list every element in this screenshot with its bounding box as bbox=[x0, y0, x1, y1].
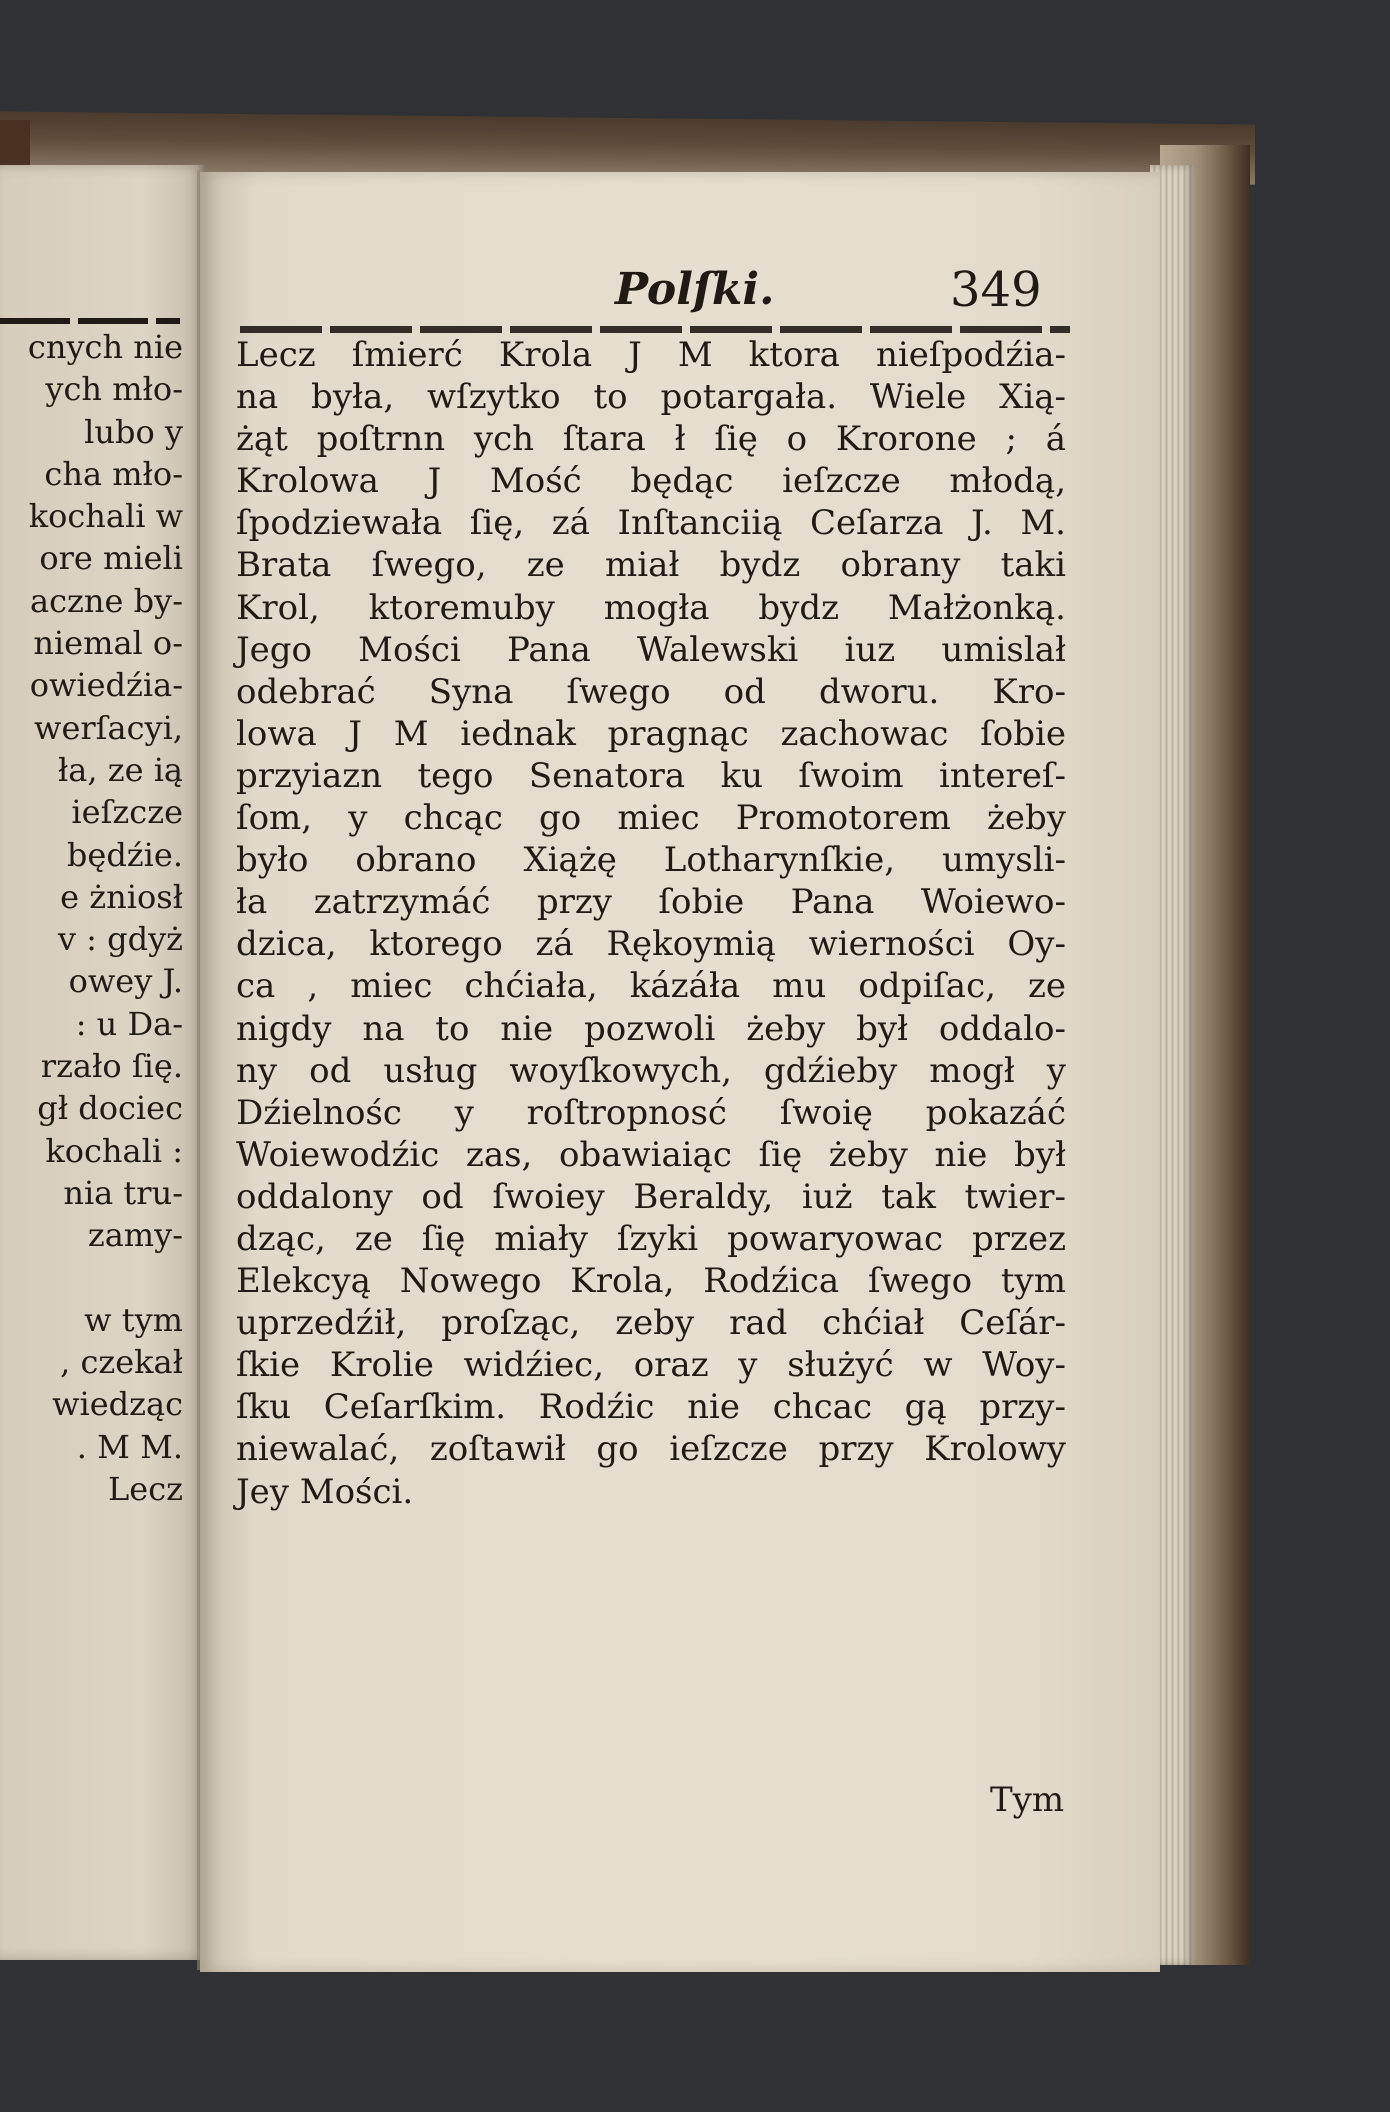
facing-text-line: Lecz bbox=[108, 1470, 183, 1509]
facing-text-line: kochali : bbox=[45, 1131, 183, 1170]
text-line: dzica, ktorego zá Rękoymią wierności Oy- bbox=[236, 924, 1066, 965]
facing-text-line: werſacyi, bbox=[34, 708, 183, 747]
text-line: Brata ſwego, ze miał bydz obrany taki bbox=[236, 545, 1066, 586]
text-line: ſom, y chcąc go miec Promotorem żeby bbox=[236, 798, 1066, 839]
facing-text-line: owey J. bbox=[68, 962, 183, 1001]
facing-text-line: będźie. bbox=[66, 835, 183, 874]
facing-text-line: . M M. bbox=[76, 1427, 183, 1466]
text-line: Jego Mości Pana Walewski iuz umislał bbox=[236, 629, 1066, 670]
facing-text-line: ła, ze ią bbox=[57, 750, 183, 789]
facing-text-line: aczne by- bbox=[30, 581, 183, 620]
header-rule bbox=[240, 326, 1070, 333]
facing-text-line: cha mło- bbox=[44, 454, 183, 493]
text-line: uprzedźił, proſząc, zeby rad chćiał Ceſár- bbox=[236, 1303, 1066, 1344]
facing-page-text bbox=[0, 326, 195, 1510]
facing-text-line: ych mło- bbox=[45, 370, 183, 409]
text-line: niewalać, zoſtawił go ieſzcze przy Krolowy bbox=[236, 1429, 1066, 1470]
text-line: odebrać Syna ſwego od dworu. Kro- bbox=[236, 671, 1066, 712]
facing-text-line: rzało ſię. bbox=[40, 1047, 183, 1086]
facing-text-line bbox=[0, 1257, 195, 1299]
text-line: ca , miec chćiała, kázáła mu odpiſac, ze bbox=[236, 966, 1066, 1007]
facing-text-line: e żniosł bbox=[60, 877, 183, 916]
body-text bbox=[236, 334, 1066, 1513]
facing-text-line: ieſzcze bbox=[71, 793, 183, 832]
text-line: Elekcyą Nowego Krola, Rodźica ſwego tym bbox=[236, 1261, 1066, 1302]
page-header bbox=[230, 248, 1080, 328]
text-line: żąt poſtrnn ych ſtara ł ſię o Krorone ; á bbox=[236, 419, 1066, 460]
text-line: Woiewodźic zas, obawiaiąc ſię żeby nie był bbox=[236, 1134, 1066, 1175]
text-line: Krol, ktoremuby mogła bydz Małżonką. bbox=[236, 587, 1066, 628]
text-line: ſpodziewała ſię, zá Inſtanciią Ceſarza J. M. bbox=[236, 503, 1066, 544]
text-line: oddalony od ſwoiey Beraldy, iuż tak twier- bbox=[236, 1176, 1066, 1217]
text-line: ſkie Krolie widźiec, oraz y służyć w Woy- bbox=[236, 1345, 1066, 1386]
text-line: ſku Ceſarſkim. Rodźic nie chcac gą przy- bbox=[236, 1387, 1066, 1428]
facing-text-line: wiedząc bbox=[52, 1385, 183, 1424]
facing-page-rule bbox=[0, 318, 180, 324]
facing-text-line: w tym bbox=[84, 1300, 183, 1339]
facing-text-line: , czekał bbox=[60, 1343, 183, 1382]
text-line: lowa J M iednak pragnąc zachowac ſobie bbox=[236, 713, 1066, 754]
facing-text-line: cnych nie bbox=[27, 328, 183, 366]
facing-text-line: gł dociec bbox=[37, 1089, 183, 1128]
facing-text-line: v : gdyż bbox=[57, 920, 183, 959]
facing-text-line: ore mieli bbox=[39, 539, 183, 578]
catchword: Tym bbox=[990, 1780, 1065, 1820]
facing-text-line: zamy- bbox=[87, 1216, 183, 1255]
text-line: Lecz ſmierć Krola J M ktora nieſpodźia- bbox=[236, 335, 1066, 375]
gutter bbox=[197, 170, 200, 1970]
text-line: ny od usług woyſkowych, gdźieby mogł y bbox=[236, 1050, 1066, 1091]
text-line: nigdy na to nie pozwoli żeby był oddalo- bbox=[236, 1008, 1066, 1049]
text-line: dząc, ze ſię miały ſzyki powaryowac przez bbox=[236, 1218, 1066, 1259]
facing-text-line: kochali w bbox=[28, 497, 183, 536]
facing-text-line: nia tru- bbox=[63, 1173, 183, 1212]
text-line: przyiazn tego Senatora ku ſwoim intereſ- bbox=[236, 755, 1066, 796]
facing-text-line: owiedźia- bbox=[29, 666, 183, 705]
text-line: ła zatrzymáć przy ſobie Pana Woiewo- bbox=[236, 882, 1066, 923]
facing-text-line: : u Da- bbox=[75, 1004, 183, 1043]
running-head: Polſki. bbox=[615, 264, 775, 315]
text-line: Krolowa J Mość będąc ieſzcze młodą, bbox=[236, 461, 1066, 502]
text-line: Jey Mości. bbox=[236, 1471, 414, 1512]
text-line: było obrano Xiążę Lotharynſkie, umysli- bbox=[236, 840, 1066, 881]
page-number: 349 bbox=[950, 262, 1042, 318]
facing-text-line: lubo y bbox=[84, 412, 183, 451]
text-line: Dźielnośc y roſtropnosć ſwoię pokazáć bbox=[236, 1092, 1066, 1133]
text-line: na była, wſzytko to potargała. Wiele Xią- bbox=[236, 377, 1066, 418]
facing-text-line: niemal o- bbox=[33, 624, 183, 663]
